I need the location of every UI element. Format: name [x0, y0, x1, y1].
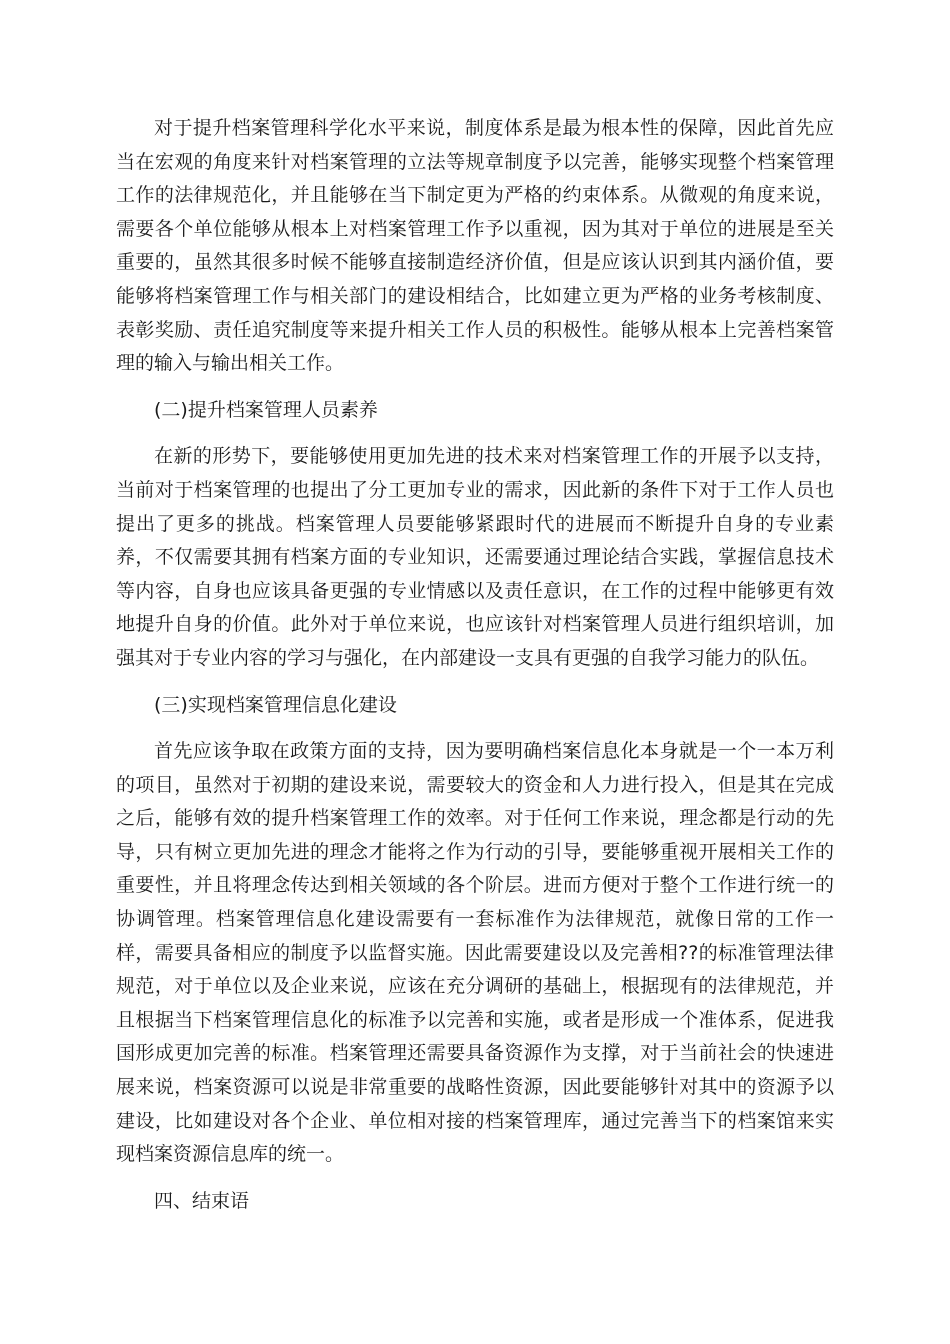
- section-heading-informatization: (三)实现档案管理信息化建设: [154, 693, 397, 716]
- paragraph-staff-quality: 在新的形势下，要能够使用更加先进的技术来对档案管理工作的开展予以支持，当前对于档案管理的也提出了分工更加专业的需求，因此新的条件下对于工作人员也提出了更多的挑战。档案管理人员要能够紧跟时代的进展而不断提升自身的专业素养，不仅需要其拥有档案方面的专业知识，还需要通过理论结合实践，掌握信息技术等内容，自身也应该具备更强的专业情感以及责任意识，在工作的过程中能够更有效地提升自身的价值。此外对于单位来说，也应该针对档案管理人员进行组织培训，加强其对于专业内容的学习与强化，在内部建设一支具有更强的自我学习能力的队伍。: [116, 445, 834, 669]
- paragraph-informatization: 首先应该争取在政策方面的支持，因为要明确档案信息化本身就是一个一本万利的项目，虽然对于初期的建设来说，需要较大的资金和人力进行投入，但是其在完成之后，能够有效的提升档案管理工作的效率。对于任何工作来说，理念都是行动的先导，只有树立更加先进的理念才能将之作为行动的引导，要能够重视开展相关工作的重要性，并且将理念传达到相关领域的各个阶层。进而方便对于整个工作进行统一的协调管理。档案管理信息化建设需要有一套标准作为法律规范，就像日常的工作一样，需要具备相应的制度予以监督实施。因此需要建设以及完善相??的标准管理法律规范，对于单位以及企业来说，应该在充分调研的基础上，根据现有的法律规范，并且根据当下档案管理信息化的标准予以完善和实施，或者是形成一个准体系，促进我国形成更加完善的标准。档案管理还需要具备资源作为支撑，对于当前社会的快速进展来说，档案资源可以说是非常重要的战略性资源，因此要能够针对其中的资源予以建设，比如建设对各个企业、单位相对接的档案管理库，通过完善当下的档案馆来实现档案资源信息库的统一。: [116, 740, 834, 1166]
- paragraph-institution-system: 对于提升档案管理科学化水平来说，制度体系是最为根本性的保障，因此首先应当在宏观的角度来针对档案管理的立法等规章制度予以完善，能够实现整个档案管理工作的法律规范化，并且能够在当下制定更为严格的约束体系。从微观的角度来说，需要各个单位能够从根本上对档案管理工作予以重视，因为其对于单位的进展是至关重要的，虽然其很多时候不能够直接制造经济价值，但是应该认识到其内涵价值，要能够将档案管理工作与相关部门的建设相结合，比如建立更为严格的业务考核制度、表彰奖励、责任追究制度等来提升相关工作人员的积极性。能够从根本上完善档案管理的输入与输出相关工作。: [116, 117, 834, 375]
- section-heading-conclusion: 四、结束语: [154, 1189, 250, 1212]
- section-heading-staff-quality: (二)提升档案管理人员素养: [154, 398, 378, 421]
- document-page: [116, 112, 834, 1218]
